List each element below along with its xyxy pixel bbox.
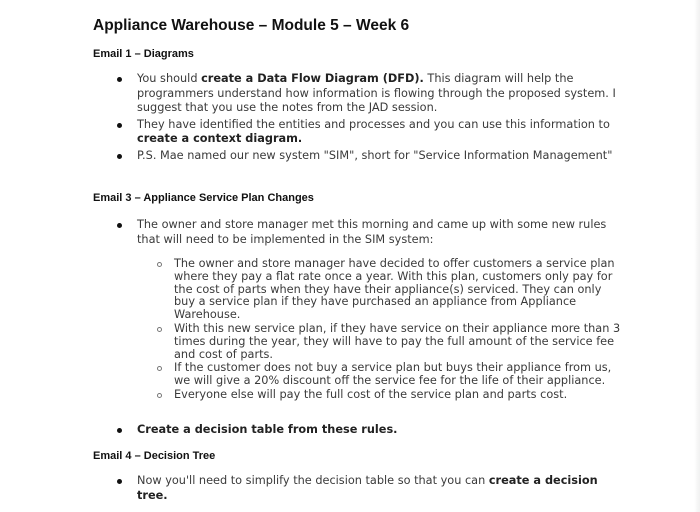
list-item: You should create a Data Flow Diagram (DFD). This diagram will help the programmers understand how information is flowing through the proposed system. I suggest that you use the notes from the JAD session. bbox=[117, 72, 627, 116]
email-3-intro-list bbox=[117, 218, 607, 247]
list-item: The owner and store manager met this morning and came up with some new rules that will need to be implemented in the SIM system: bbox=[117, 218, 607, 247]
email-3-heading: Email 3 – Appliance Service Plan Changes bbox=[93, 192, 314, 204]
email-1-bullets bbox=[117, 72, 627, 163]
list-item: If the customer does not buy a service plan but buys their appliance from us, we will give a 20% discount off the service fee for the life of their appliance. bbox=[157, 362, 622, 388]
email-1-heading: Email 1 – Diagrams bbox=[93, 48, 194, 60]
list-item: Create a decision table from these rules. bbox=[117, 423, 617, 438]
list-item: With this new service plan, if they have service on their appliance more than 3 times during the year, they will have to pay the full amount of the service fee and cost of parts. bbox=[157, 323, 622, 361]
email-4-heading: Email 4 – Decision Tree bbox=[93, 450, 216, 462]
email-4-bullets bbox=[117, 474, 627, 503]
list-item: The owner and store manager have decided to offer customers a service plan where they pay a flat rate once a year. With this plan, customers only pay for the cost of parts when they have their appliance(s) serviced. They can only buy a service plan if they have purchased an appliance from Appliance Warehouse. bbox=[157, 258, 622, 322]
list-item: Everyone else will pay the full cost of the service plan and parts cost. bbox=[157, 389, 622, 402]
document-title: Appliance Warehouse – Module 5 – Week 6 bbox=[93, 17, 410, 34]
list-item: Now you'll need to simplify the decision table so that you can create a decision tree. bbox=[117, 474, 627, 503]
page-edge-shadow bbox=[694, 0, 700, 512]
email-3-rules-list bbox=[157, 258, 622, 402]
list-item: P.S. Mae named our new system "SIM", short for "Service Information Management" bbox=[117, 149, 627, 164]
list-item: They have identified the entities and processes and you can use this information to create a context diagram. bbox=[117, 118, 627, 147]
email-3-action-list bbox=[117, 423, 617, 438]
